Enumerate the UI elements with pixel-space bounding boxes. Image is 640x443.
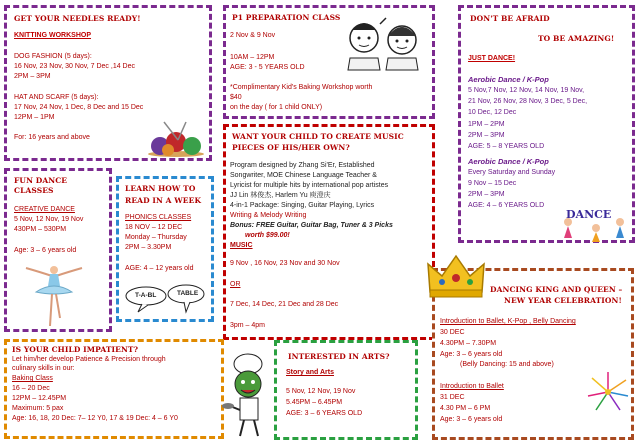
just-dance-label: JUST DANCE! [468, 55, 516, 62]
reading-heading-1: LEARN HOW TO [125, 184, 196, 193]
baking-intro-1: Let him/her develop Patience & Precision through [12, 356, 166, 363]
reading-time: 2PM – 3.30PM [125, 244, 172, 251]
music-label: MUSIC [230, 242, 253, 249]
fun-dance-heading-2: CLASSES [14, 186, 54, 195]
bubble-table: TABLE [177, 290, 199, 297]
music-desc-3: Lyricist for multiple hits by international pop artistes [230, 182, 389, 189]
p1-note-line2: $40 [230, 94, 242, 101]
knitting-heading: GET YOUR NEEDLES READY! [14, 14, 141, 23]
reading-heading-2: READ IN A WEEK [125, 196, 202, 205]
kids-drawing-icon [340, 14, 430, 72]
baking-dates: 16 – 20 Dec [12, 385, 50, 392]
baking-heading: IS YOUR CHILD IMPATIENT? [12, 345, 139, 354]
music-package-1: 4-in-1 Package: Singing, Guitar Playing, Lyrics [230, 202, 375, 209]
ballet-session-2-time: 4.30 PM – 6 PM [440, 405, 491, 412]
music-heading-1: WANT YOUR CHILD TO CREATE MUSIC [232, 132, 404, 141]
chef-boy-icon [222, 350, 276, 440]
ballet-session-1-time: 4.30PM – 7.30PM [440, 340, 497, 347]
fun-dance-dates: 5 Nov, 12 Nov, 19 Nov [14, 216, 84, 223]
baking-intro-2: culinary skills in our: [12, 365, 75, 372]
dance-heading-2: TO BE AMAZING! [538, 34, 615, 43]
aerobic-a-age: AGE: 5 – 8 YEARS OLD [468, 143, 545, 150]
bubble-t-a-bl: T-A-BL [135, 292, 157, 299]
ballet-heading-1: DANCING KING AND QUEEN – [490, 285, 623, 294]
knitting-subheading: KNITTING WORKSHOP [14, 32, 91, 39]
music-desc-2: Songwriter, MOE Chinese Language Teacher & [230, 172, 377, 179]
fun-dance-heading-1: FUN DANCE [14, 176, 68, 185]
creative-dance-label: CREATIVE DANCE [14, 206, 75, 213]
knitting-age: For: 16 years and above [14, 134, 90, 141]
fireworks-icon [586, 370, 630, 414]
hat-scarf-dates: 17 Nov, 24 Nov, 1 Dec, 8 Dec and 15 Dec [14, 104, 144, 111]
p1-time: 10AM – 12PM [230, 54, 275, 61]
ballet-session-1-title: Introduction to Ballet, K-Pop , Belly Dancing [440, 318, 576, 325]
aerobic-a-time1: 1PM – 2PM [468, 121, 505, 128]
ballet-session-2-age: Age: 3 – 6 years old [440, 416, 503, 423]
aerobic-a-line2: 21 Nov, 26 Nov, 28 Nov, 3 Dec, 5 Dec, [468, 98, 588, 105]
aerobic-a-time2: 2PM – 3PM [468, 132, 505, 139]
music-desc-4: JJ Lin 林俊杰, Harlem Yu 庾澄庆 [230, 192, 331, 199]
dog-fashion-dates: 16 Nov, 23 Nov, 30 Nov, 7 Dec ,14 Dec [14, 63, 136, 70]
music-option-1: 9 Nov , 16 Nov, 23 Nov and 30 Nov [230, 260, 340, 267]
fun-dance-age: Age: 3 – 6 years old [14, 247, 77, 254]
baking-age: Age: 16, 18, 20 Dec: 7– 12 Y0, 17 & 19 Dec: 4 – 6 Y0 [12, 415, 178, 422]
music-time: 3pm – 4pm [230, 322, 266, 329]
aerobic-b-age: AGE: 4 – 6 YEARS OLD [468, 202, 545, 209]
music-package-2: Writing & Melody Writing [230, 212, 307, 219]
ballet-session-1-age: Age: 3 – 6 years old [440, 351, 503, 358]
p1-note-line1: *Complimentary Kid's Baking Workshop worth [230, 84, 373, 91]
phonics-label: PHONICS CLASSES [125, 214, 192, 221]
dog-fashion-time: 2PM – 3PM [14, 73, 51, 80]
music-bonus-1: Bonus: FREE Guitar, Guitar Bag, Tuner & 3 Picks [230, 222, 393, 229]
dance-sign: DANCE [566, 208, 612, 221]
music-or: OR [230, 281, 241, 288]
aerobic-b-line2: 9 Nov – 15 Dec [468, 180, 517, 187]
ballet-session-1-note: (Belly Dancing: 15 and above) [460, 361, 554, 368]
aerobic-b-title: Aerobic Dance / K-Pop [468, 157, 549, 166]
music-bonus-2: worth $99.00! [245, 232, 290, 239]
music-heading-2: PIECES OF HIS/HER OWN? [232, 143, 350, 152]
p1-note-line3: on the day ( for 1 child ONLY) [230, 104, 323, 111]
ballet-heading-2: NEW YEAR CELEBRATION! [504, 296, 622, 305]
fun-dance-time: 430PM – 530PM [14, 226, 67, 233]
aerobic-a-title: Aerobic Dance / K-Pop [468, 75, 549, 84]
arts-dates: 5 Nov, 12 Nov, 19 Nov [286, 388, 356, 395]
reading-age: AGE: 4 – 12 years old [125, 265, 194, 272]
dog-fashion-title: DOG FASHION (5 days): [14, 53, 92, 60]
ballet-session-2-date: 31 DEC [440, 394, 465, 401]
music-option-2: 7 Dec, 14 Dec, 21 Dec and 28 Dec [230, 301, 339, 308]
arts-age: AGE: 3 – 6 YEARS OLD [286, 410, 363, 417]
baking-time: 12PM – 12.45PM [12, 395, 67, 402]
hat-scarf-title: HAT AND SCARF (5 days): [14, 94, 99, 101]
yarn-balls-icon [146, 118, 206, 158]
story-arts-label: Story and Arts [286, 369, 334, 376]
aerobic-b-time: 2PM – 3PM [468, 191, 505, 198]
aerobic-b-line1: Every Saturday and Sunday [468, 169, 556, 176]
reading-days: Monday – Thursday [125, 234, 187, 241]
p1-dates: 2 Nov & 9 Nov [230, 32, 276, 39]
crown-icon [424, 252, 488, 300]
p1-heading: P1 PREPARATION CLASS [232, 13, 341, 22]
arts-heading: INTERESTED IN ARTS? [288, 352, 390, 361]
baking-class-label: Baking Class [12, 375, 53, 382]
aerobic-a-line3: 10 Dec, 12 Dec [468, 109, 517, 116]
ballet-session-2-title: Introduction to Ballet [440, 383, 504, 390]
hat-scarf-time: 12PM – 1PM [14, 114, 55, 121]
reading-dates: 18 NOV – 12 DEC [125, 224, 183, 231]
ballet-session-1-date: 30 DEC [440, 329, 465, 336]
music-desc-1: Program designed by Zhang Si'Er, Established [230, 162, 375, 169]
arts-time: 5.45PM – 6.45PM [286, 399, 343, 406]
aerobic-a-line1: 5 Nov,7 Nov, 12 Nov, 14 Nov, 19 Nov, [468, 87, 585, 94]
baking-max: Maximum: 5 pax [12, 405, 64, 412]
dance-heading-1: DON'T BE AFRAID [470, 14, 550, 23]
ballerina-icon [24, 262, 84, 328]
p1-age: AGE: 3 - 5 YEARS OLD [230, 64, 305, 71]
